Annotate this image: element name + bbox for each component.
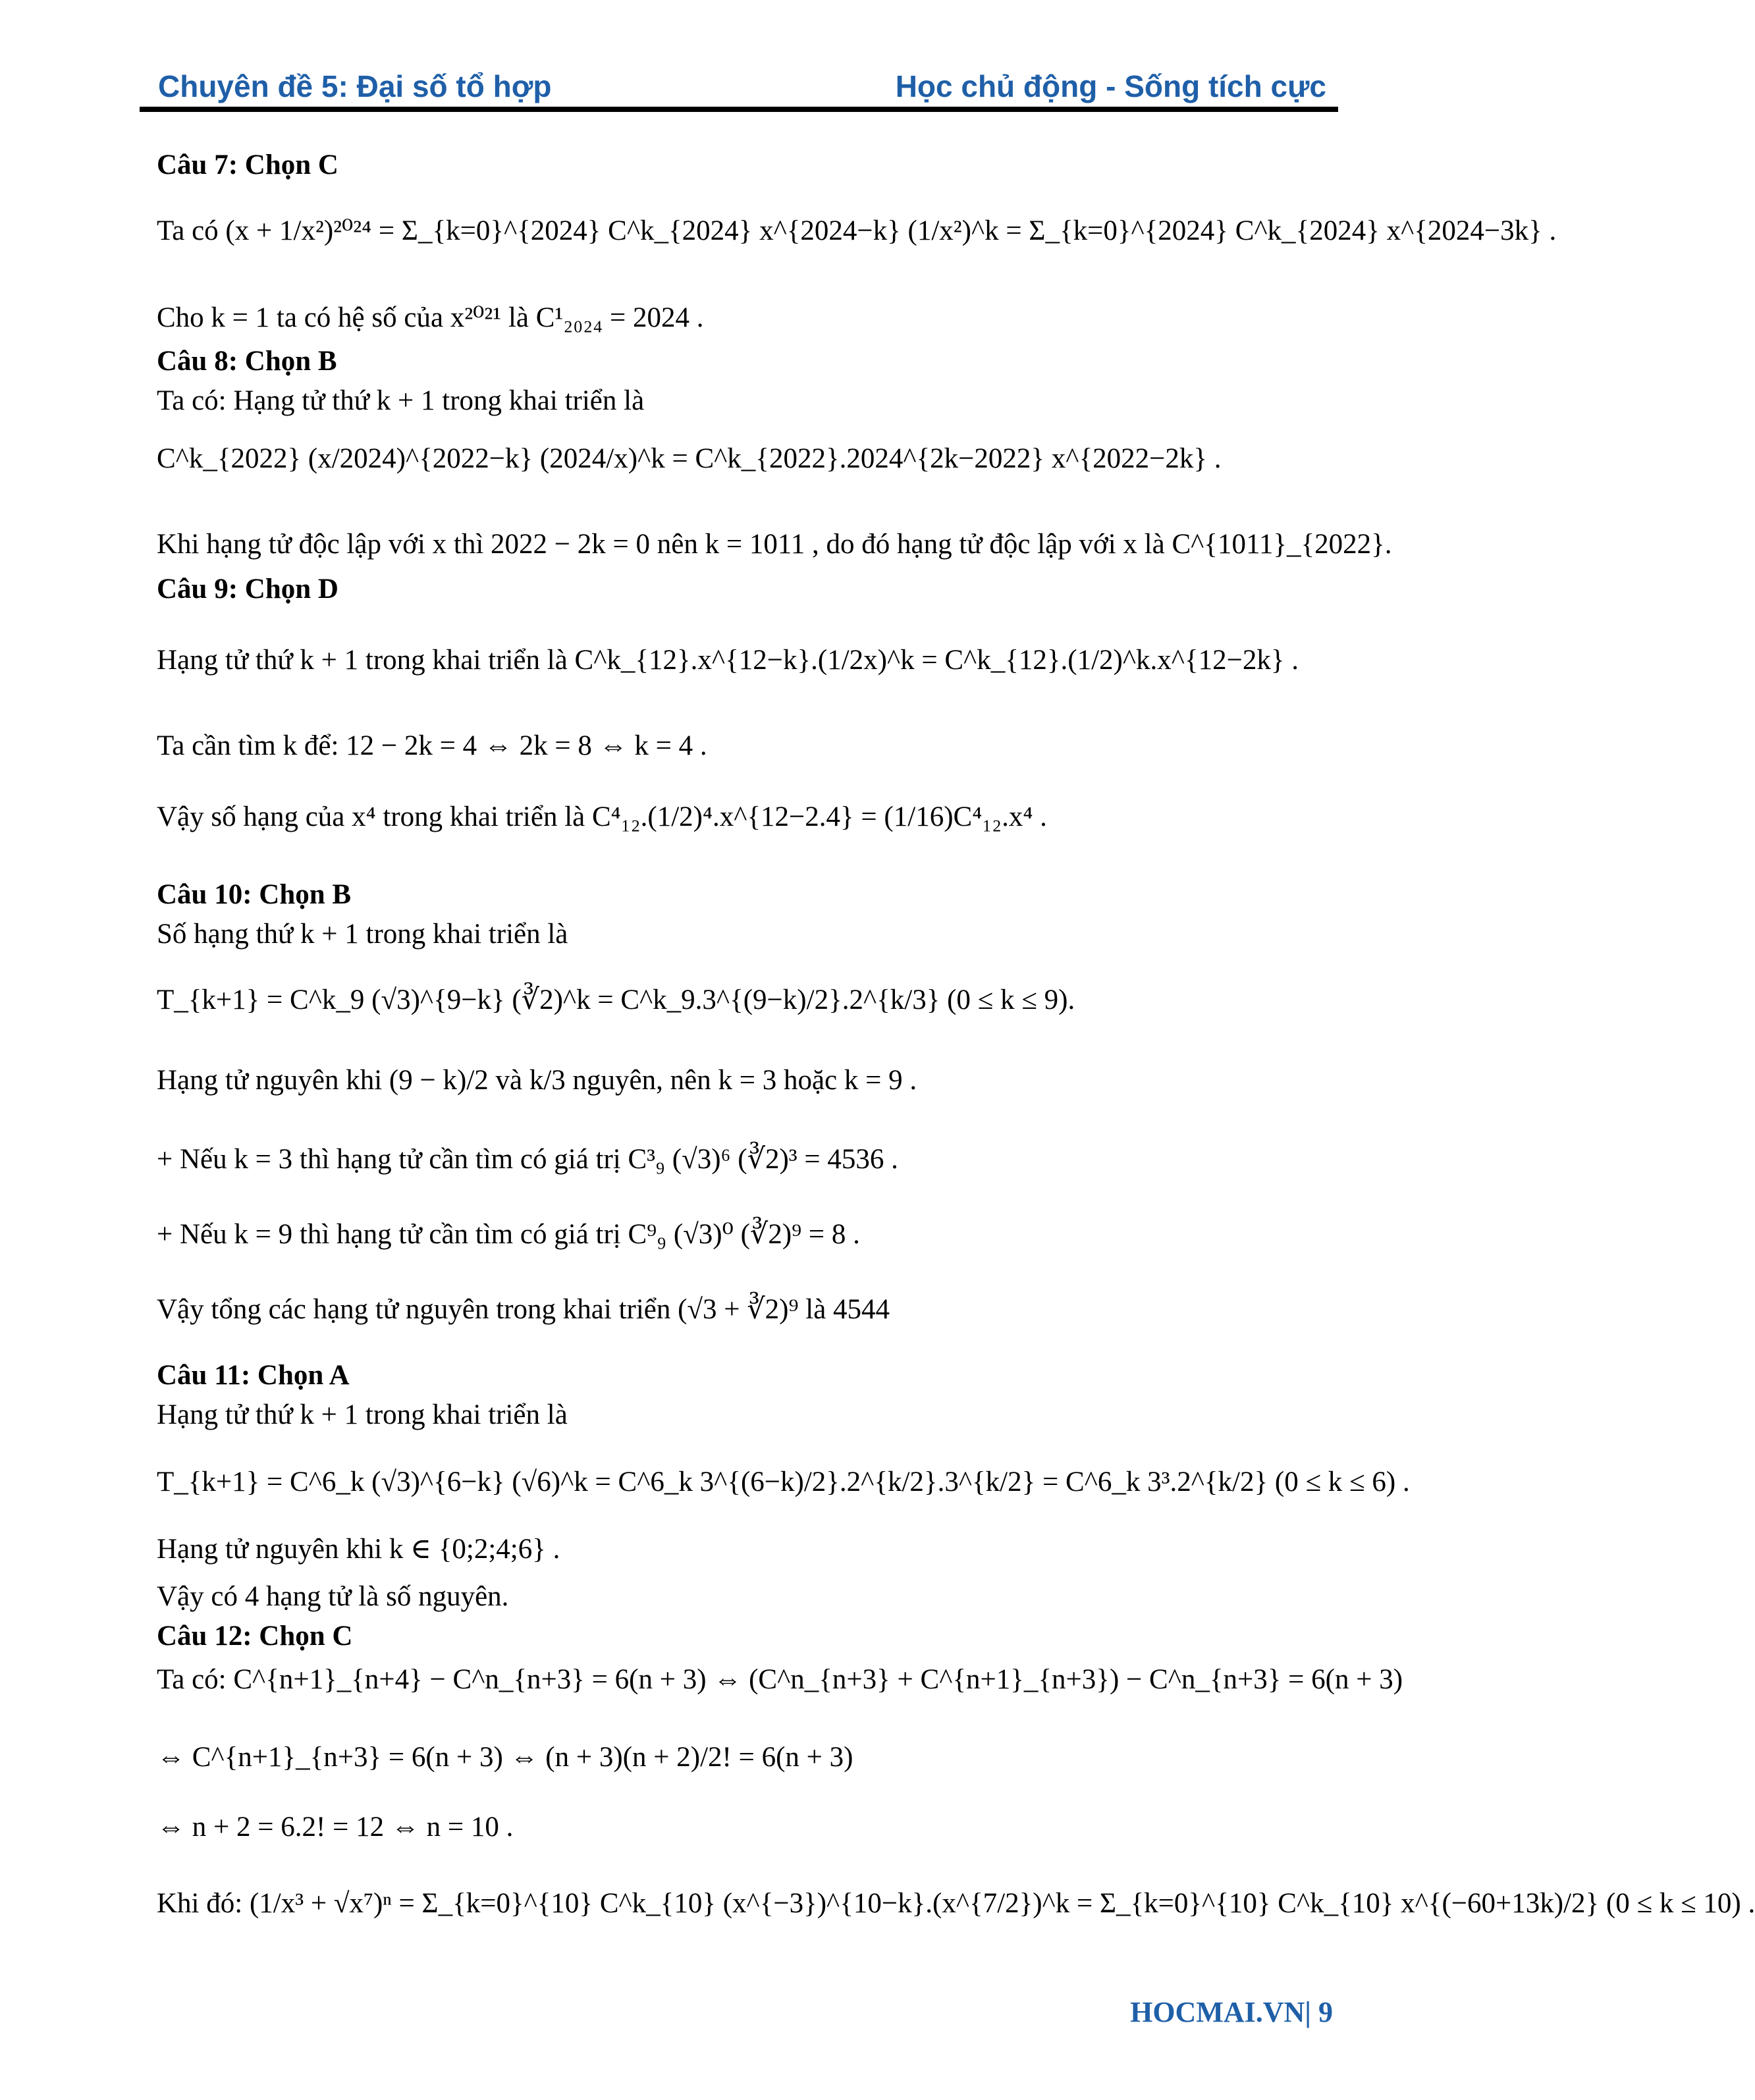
math-line: Ta cần tìm k để: 12 − 2k = 4 ⇔ 2k = 8 ⇔ k = 4 . (157, 730, 707, 761)
math-line: + Nếu k = 3 thì hạng tử cần tìm có giá trị C³₉ (√3)⁶ (∛2)³ = 4536 . (157, 1144, 898, 1175)
page-header (155, 66, 1333, 105)
header-divider (140, 107, 1338, 112)
math-line: ⇔ C^{n+1}_{n+3} = 6(n + 3) ⇔ (n + 3)(n + 2)/2! = 6(n + 3) (157, 1742, 853, 1773)
math-line: Khi hạng tử độc lập với x thì 2022 − 2k = 0 nên k = 1011 , do đó hạng tử độc lập với x là C^{1011}_{2022}. (157, 529, 1392, 560)
question-heading: Câu 11: Chọn A (157, 1360, 350, 1391)
math-line: Ta có (x + 1/x²)²⁰²⁴ = Σ_{k=0}^{2024} C^k_{2024} x^{2024−k} (1/x²)^k = Σ_{k=0}^{2024} C^k_{2024} x^{2024−3k} . (157, 215, 1557, 246)
text-line: Hạng tử thứ k + 1 trong khai triển là (157, 1399, 568, 1430)
text-line: Ta có: Hạng tử thứ k + 1 trong khai triển là (157, 385, 645, 416)
question-heading: Câu 9: Chọn D (157, 574, 338, 605)
math-line: Hạng tử thứ k + 1 trong khai triển là C^k_{12}.x^{12−k}.(1/2x)^k = C^k_{12}.(1/2)^k.x^{12−2k} . (157, 645, 1299, 676)
math-line: T_{k+1} = C^k_9 (√3)^{9−k} (∛2)^k = C^k_9.3^{(9−k)/2}.2^{k/3} (0 ≤ k ≤ 9). (157, 984, 1075, 1015)
header-topic-title: Chuyên đề 5: Đại số tổ hợp (158, 69, 552, 103)
math-line: Khi đó: (1/x³ + √x⁷)ⁿ = Σ_{k=0}^{10} C^k_{10} (x^{−3})^{10−k}.(x^{7/2})^k = Σ_{k=0}^{10} C^k_{10} x^{(−60+13k)/2} (0 ≤ k ≤ 10) . (157, 1888, 1755, 1919)
page-footer: HOCMAI.VN| 9 (1130, 1996, 1333, 2028)
header-slogan: Học chủ động - Sống tích cực (895, 69, 1326, 103)
math-line: Hạng tử nguyên khi (9 − k)/2 và k/3 nguyên, nên k = 3 hoặc k = 9 . (157, 1065, 917, 1096)
math-line: ⇔ n + 2 = 6.2! = 12 ⇔ n = 10 . (157, 1812, 514, 1843)
math-line: Hạng tử nguyên khi k ∈ {0;2;4;6} . (157, 1534, 560, 1565)
math-line: C^k_{2022} (x/2024)^{2022−k} (2024/x)^k = C^k_{2022}.2024^{2k−2022} x^{2022−2k} . (157, 443, 1222, 474)
math-line: Vậy tổng các hạng tử nguyên trong khai triển (√3 + ∛2)⁹ là 4544 (157, 1294, 890, 1325)
text-line: Vậy có 4 hạng tử là số nguyên. (157, 1581, 509, 1612)
math-line: Vậy số hạng của x⁴ trong khai triển là C⁴₁₂.(1/2)⁴.x^{12−2.4} = (1/16)C⁴₁₂.x⁴ . (157, 801, 1047, 832)
question-heading: Câu 8: Chọn B (157, 346, 337, 377)
math-line: + Nếu k = 9 thì hạng tử cần tìm có giá trị C⁹₉ (√3)⁰ (∛2)⁹ = 8 . (157, 1219, 860, 1250)
math-line: Ta có: C^{n+1}_{n+4} − C^n_{n+3} = 6(n + 3) ⇔ (C^n_{n+3} + C^{n+1}_{n+3}) − C^n_{n+3} = 6(n + 3) (157, 1664, 1403, 1695)
text-line: Số hạng thứ k + 1 trong khai triển là (157, 919, 568, 950)
math-line: T_{k+1} = C^6_k (√3)^{6−k} (√6)^k = C^6_k 3^{(6−k)/2}.2^{k/2}.3^{k/2} = C^6_k 3³.2^{k/2} (0 ≤ k ≤ 6) . (157, 1467, 1410, 1497)
question-heading: Câu 12: Chọn C (157, 1621, 353, 1652)
question-heading: Câu 7: Chọn C (157, 149, 338, 180)
math-line: Cho k = 1 ta có hệ số của x²⁰²¹ là C¹₂₀₂₄ = 2024 . (157, 302, 704, 333)
question-heading: Câu 10: Chọn B (157, 879, 352, 910)
